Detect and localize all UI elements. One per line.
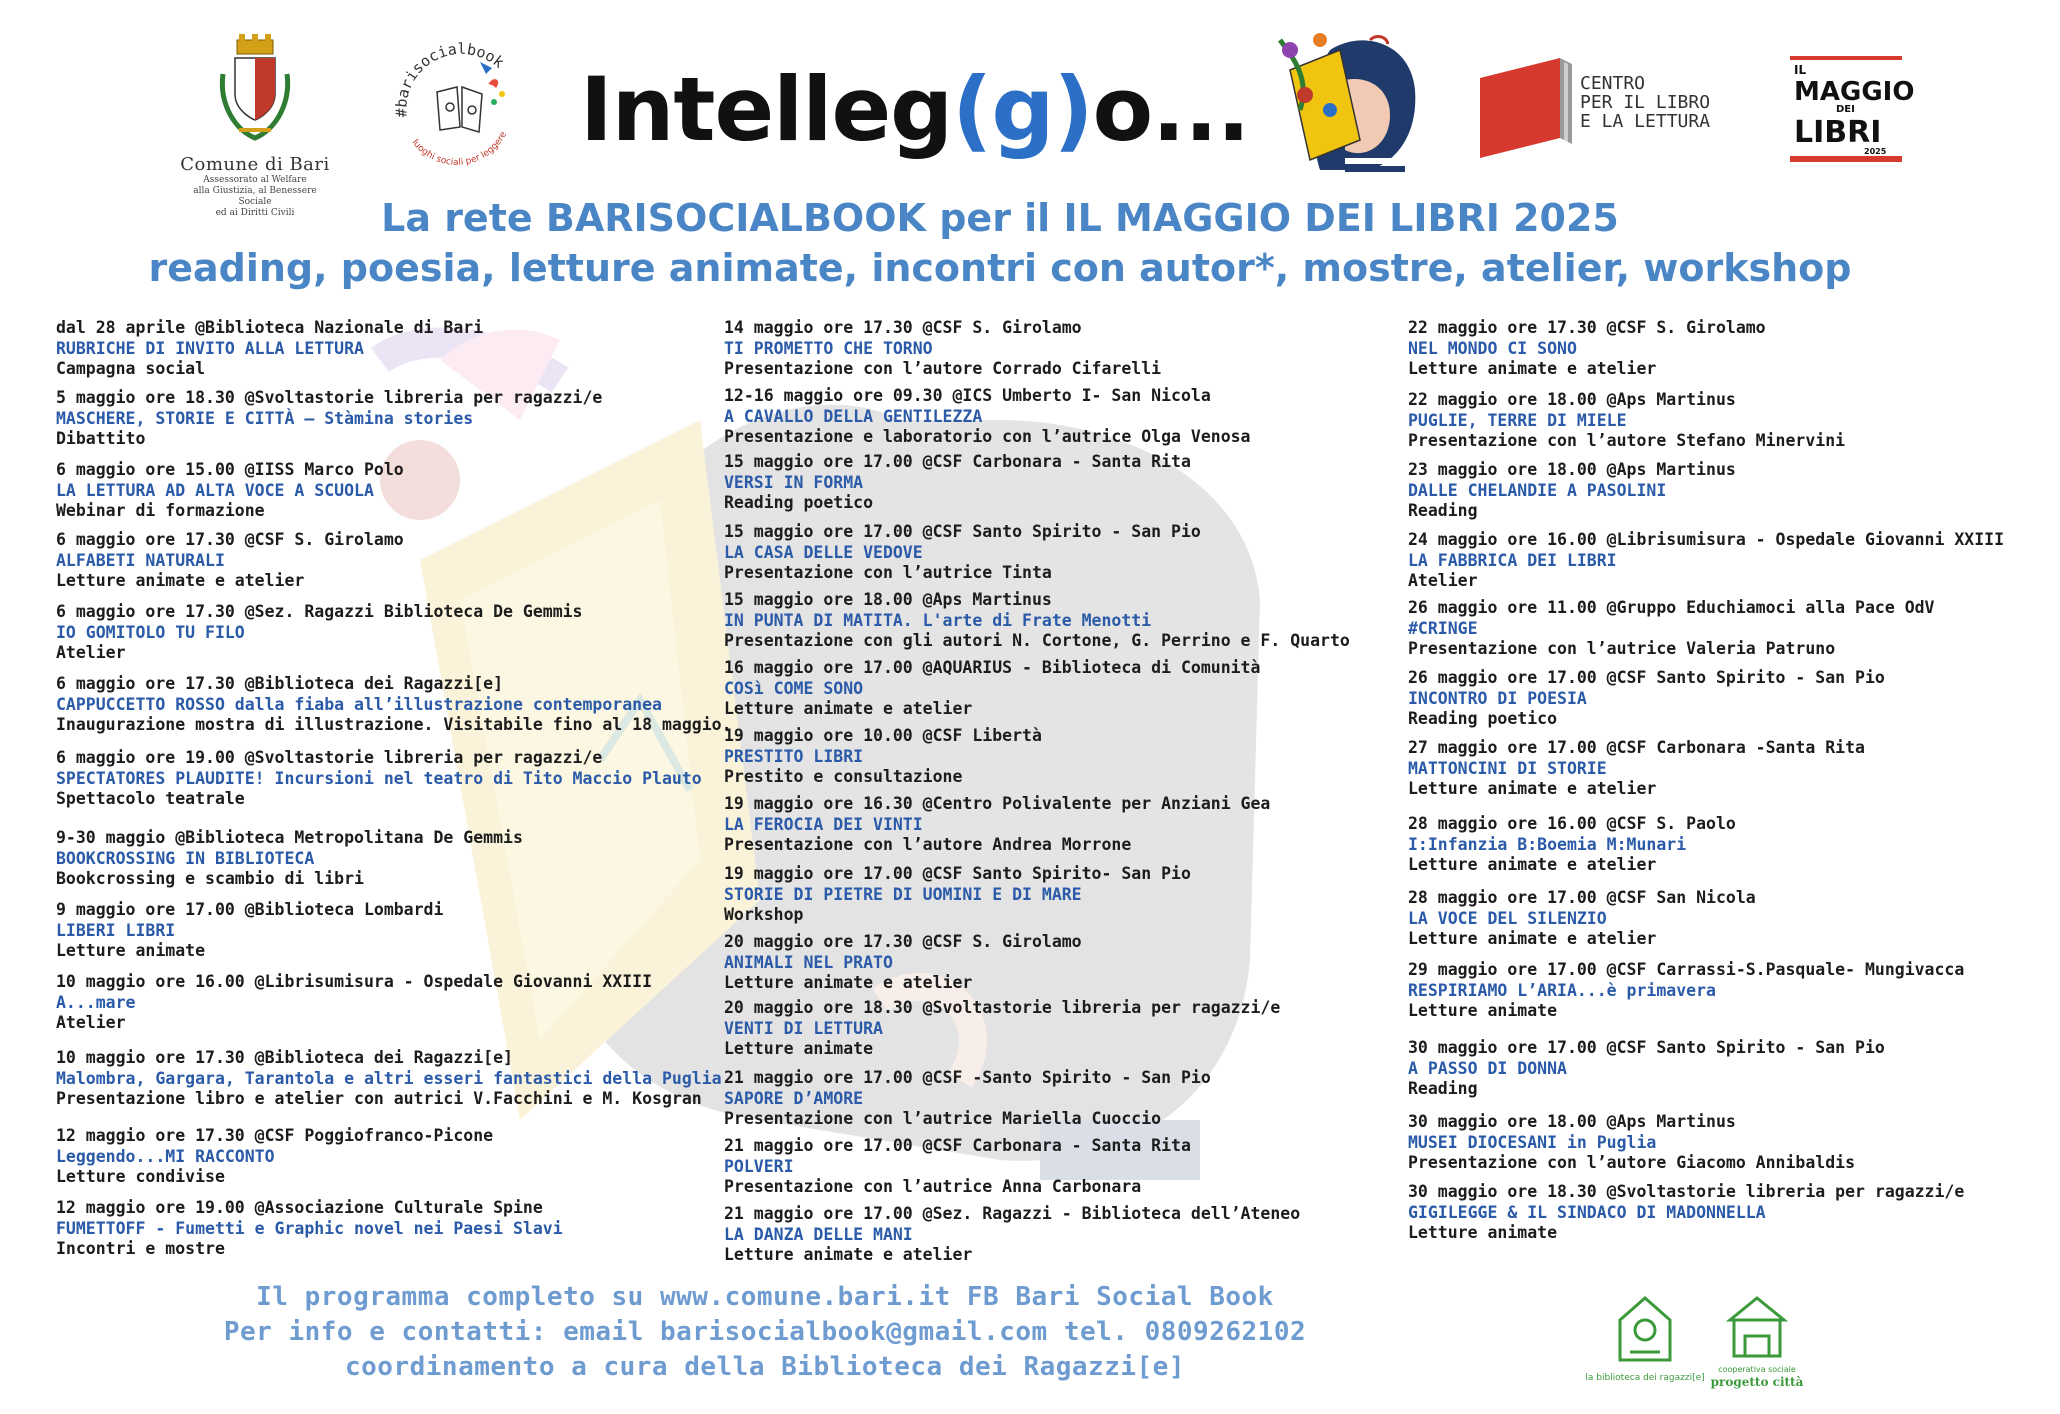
event-item [724, 386, 1251, 448]
event-kind: Letture animate [56, 941, 206, 960]
event-item [724, 318, 1161, 380]
event-item [1408, 1112, 1855, 1174]
event-kind: Letture animate e atelier [724, 973, 973, 992]
event-kind: Letture animate [1408, 1223, 1558, 1242]
event-what: LA CASA DELLE VEDOVE [724, 542, 923, 562]
event-what: RESPIRIAMO L’ARIA...è primavera [1408, 980, 1716, 1000]
maggio-line-4: LIBRI [1794, 115, 1882, 150]
event-what: IN PUNTA DI MATITA. L'arte di Frate Menotti [724, 610, 1152, 630]
cepell-line-3: E LA LETTURA [1580, 111, 1711, 132]
event-kind: Spettacolo teatrale [56, 789, 245, 808]
progetto-citta-line-1: cooperativa sociale [1718, 1365, 1796, 1374]
event-item [1408, 668, 1885, 730]
event-when: dal 28 aprile @Biblioteca Nazionale di Bari [56, 318, 484, 337]
cepell-line-2: PER IL LIBRO [1580, 92, 1711, 113]
event-what: POLVERI [724, 1156, 794, 1176]
event-when: 15 maggio ore 17.00 @CSF Santo Spirito - San Pio [724, 522, 1201, 541]
event-item [56, 972, 652, 1034]
event-when: 5 maggio ore 18.30 @Svoltastorie libreria per ragazzi/e [56, 388, 603, 407]
event-kind: Inaugurazione mostra di illustrazione. Visitabile fino al 18 maggio. [56, 715, 732, 734]
event-what: ALFABETI NATURALI [56, 550, 225, 570]
event-item [56, 828, 523, 890]
event-what: RUBRICHE DI INVITO ALLA LETTURA [56, 338, 364, 358]
event-what: ANIMALI NEL PRATO [724, 952, 893, 972]
book-icon [1480, 58, 1575, 160]
comune-sub-3: ed ai Diritti Civili [215, 208, 295, 218]
event-what: VENTI DI LETTURA [724, 1018, 883, 1038]
main-title: La rete BARISOCIALBOOK per il IL MAGGIO DEI LIBRI 2025 [381, 196, 1619, 240]
event-when: 6 maggio ore 17.30 @Biblioteca dei Ragazzi[e] [56, 674, 504, 693]
intellego-g: (g) [952, 58, 1093, 161]
event-item [724, 658, 1260, 720]
event-item [1408, 390, 1845, 452]
event-item [56, 1048, 722, 1110]
event-item [724, 1136, 1191, 1198]
event-item [1408, 530, 2004, 592]
event-item [56, 900, 443, 962]
event-kind: Presentazione con gli autori N. Cortone, G. Perrino e F. Quarto [724, 631, 1350, 650]
event-item [724, 1204, 1300, 1266]
event-kind: Presentazione con l’autrice Anna Carbonara [724, 1177, 1142, 1196]
event-when: 6 maggio ore 19.00 @Svoltastorie libreria per ragazzi/e [56, 748, 603, 767]
event-item [56, 674, 732, 736]
event-when: 12 maggio ore 17.30 @CSF Poggiofranco-Picone [56, 1126, 494, 1145]
event-when: 14 maggio ore 17.30 @CSF S. Girolamo [724, 318, 1082, 337]
event-item [56, 460, 404, 522]
event-what: A CAVALLO DELLA GENTILEZZA [724, 406, 983, 426]
event-what: Leggendo...MI RACCONTO [56, 1146, 275, 1166]
event-kind: Letture animate [1408, 1001, 1558, 1020]
event-when: 26 maggio ore 11.00 @Gruppo Educhiamoci alla Pace OdV [1408, 598, 1935, 617]
event-what: IO GOMITOLO TU FILO [56, 622, 245, 642]
event-when: 21 maggio ore 17.00 @Sez. Ragazzi - Biblioteca dell’Ateneo [724, 1204, 1301, 1223]
event-kind: Letture animate e atelier [1408, 779, 1657, 798]
event-kind: Incontri e mostre [56, 1239, 225, 1258]
maggio-line-3: DEI [1836, 104, 1855, 115]
event-when: 26 maggio ore 17.00 @CSF Santo Spirito - San Pio [1408, 668, 1885, 687]
event-item [56, 1126, 493, 1188]
event-what: PRESTITO LIBRI [724, 746, 864, 766]
event-what: LA VOCE DEL SILENZIO [1408, 908, 1607, 928]
event-kind: Letture animate [724, 1039, 874, 1058]
coat-of-arms-icon [215, 34, 295, 144]
event-item [724, 726, 1042, 788]
event-item [1408, 598, 1935, 660]
svg-text:#barisocialbook [392, 40, 507, 118]
event-what: MUSEI DIOCESANI in Puglia [1408, 1132, 1657, 1152]
event-item [56, 530, 404, 592]
biblioteca-logo-text: la biblioteca dei ragazzi[e] [1585, 1373, 1705, 1383]
event-kind: Letture condivise [56, 1167, 225, 1186]
footer-contacts: Per info e contatti: email barisocialbook@gmail.com tel. 0809262102 [223, 1317, 1307, 1347]
event-kind: Presentazione con l’autore Corrado Cifarelli [724, 359, 1162, 378]
event-when: 24 maggio ore 16.00 @Librisumisura - Ospedale Giovanni XXIII [1408, 530, 2005, 549]
footer-program-link: Il programma completo su www.comune.bari.it FB Bari Social Book [256, 1282, 1274, 1312]
event-when: 10 maggio ore 17.30 @Biblioteca dei Ragazzi[e] [56, 1048, 513, 1067]
event-item [724, 522, 1201, 584]
event-item [1408, 318, 1766, 380]
event-kind: Reading poetico [724, 493, 874, 512]
event-kind: Letture animate e atelier [1408, 855, 1657, 874]
event-kind: Presentazione con l’autore Stefano Minervini [1408, 431, 1846, 450]
barisocialbook-sub: luoghi sociali per leggere [409, 130, 510, 168]
event-kind: Workshop [724, 905, 804, 924]
event-what: NEL MONDO CI SONO [1408, 338, 1577, 358]
event-kind: Presentazione libro e atelier con autrici V.Facchini e M. Kosgran [56, 1089, 702, 1108]
event-what: SAPORE D’AMORE [724, 1088, 864, 1108]
event-what: COSì COME SONO [724, 678, 864, 698]
event-kind: Presentazione con l’autrice Mariella Cuoccio [724, 1109, 1162, 1128]
event-what: LA FABBRICA DEI LIBRI [1408, 550, 1617, 570]
intellego-suffix: o... [1092, 58, 1250, 161]
event-what: INCONTRO DI POESIA [1408, 688, 1587, 708]
event-when: 6 maggio ore 15.00 @IISS Marco Polo [56, 460, 404, 479]
event-when: 6 maggio ore 17.30 @Sez. Ragazzi Biblioteca De Gemmis [56, 602, 583, 621]
barisocialbook-text: #barisocialbook [392, 39, 508, 118]
event-what: MATTONCINI DI STORIE [1408, 758, 1607, 778]
maggio-dei-libri-logo [1790, 56, 1915, 162]
intellego-wordmark [580, 58, 1249, 161]
event-when: 19 maggio ore 16.30 @Centro Polivalente per Anziani Gea [724, 794, 1271, 813]
event-when: 23 maggio ore 18.00 @Aps Martinus [1408, 460, 1736, 479]
event-kind: Reading poetico [1408, 709, 1558, 728]
event-item [1408, 960, 1964, 1022]
event-kind: Presentazione e laboratorio con l’autrice Olga Venosa [724, 427, 1251, 446]
event-kind: Presentazione con l’autore Giacomo Annibaldis [1408, 1153, 1856, 1172]
event-item [56, 318, 483, 380]
event-what: DALLE CHELANDIE A PASOLINI [1408, 480, 1667, 500]
event-item [56, 748, 702, 810]
event-what: I:Infanzia B:Boemia M:Munari [1408, 834, 1687, 854]
event-item [1408, 460, 1736, 522]
event-what: #CRINGE [1408, 618, 1478, 638]
event-kind: Letture animate e atelier [1408, 359, 1657, 378]
event-kind: Prestito e consultazione [724, 767, 963, 786]
event-when: 30 maggio ore 18.00 @Aps Martinus [1408, 1112, 1736, 1131]
event-item [1408, 738, 1865, 800]
event-item [1408, 1182, 1964, 1244]
event-when: 19 maggio ore 17.00 @CSF Santo Spirito- San Pio [724, 864, 1191, 883]
footer-coordination: coordinamento a cura della Biblioteca dei Ragazzi[e] [345, 1352, 1185, 1382]
event-when: 30 maggio ore 18.30 @Svoltastorie libreria per ragazzi/e [1408, 1182, 1965, 1201]
svg-text:luoghi sociali per leggere [410, 130, 510, 168]
event-what: STORIE DI PIETRE DI UOMINI E DI MARE [724, 884, 1082, 904]
event-what: BOOKCROSSING IN BIBLIOTECA [56, 848, 315, 868]
event-what: Malombra, Gargara, Tarantola e altri esseri fantastici della Puglia [56, 1068, 722, 1088]
event-item [56, 388, 602, 450]
comune-sub-1: Assessorato al Welfare [203, 175, 307, 185]
event-when: 9 maggio ore 17.00 @Biblioteca Lombardi [56, 900, 444, 919]
event-when: 19 maggio ore 10.00 @CSF Libertà [724, 726, 1042, 745]
event-when: 20 maggio ore 17.30 @CSF S. Girolamo [724, 932, 1082, 951]
event-what: PUGLIE, TERRE DI MIELE [1408, 410, 1627, 430]
event-when: 6 maggio ore 17.30 @CSF S. Girolamo [56, 530, 404, 549]
event-kind: Webinar di formazione [56, 501, 265, 520]
event-what: CAPPUCCETTO ROSSO dalla fiaba all’illustrazione contemporanea [56, 694, 662, 714]
event-when: 22 maggio ore 17.30 @CSF S. Girolamo [1408, 318, 1766, 337]
event-when: 22 maggio ore 18.00 @Aps Martinus [1408, 390, 1736, 409]
comune-sub-2: alla Giustizia, al Benessere Sociale [193, 186, 317, 207]
maggio-line-1: IL [1794, 63, 1807, 77]
maggio-line-5: 2025 [1864, 147, 1887, 156]
event-what: LA DANZA DELLE MANI [724, 1224, 913, 1244]
event-when: 21 maggio ore 17.00 @CSF -Santo Spirito - San Pio [724, 1068, 1211, 1087]
event-what: A PASSO DI DONNA [1408, 1058, 1567, 1078]
event-kind: Letture animate e atelier [56, 571, 305, 590]
event-what: SPECTATORES PLAUDITE! Incursioni nel teatro di Tito Maccio Plauto [56, 768, 702, 788]
event-kind: Campagna social [56, 359, 206, 378]
event-what: GIGILEGGE & IL SINDACO DI MADONNELLA [1408, 1202, 1766, 1222]
event-kind: Atelier [56, 1013, 126, 1032]
event-item [1408, 814, 1736, 876]
event-kind: Atelier [1408, 571, 1478, 590]
event-what: VERSI IN FORMA [724, 472, 864, 492]
event-when: 15 maggio ore 18.00 @Aps Martinus [724, 590, 1052, 609]
biblioteca-dei-ragazzi-logo [1585, 1290, 1705, 1400]
event-what: LA FEROCIA DEI VINTI [724, 814, 923, 834]
event-kind: Dibattito [56, 429, 146, 448]
cepell-text [1580, 74, 1710, 131]
event-kind: Presentazione con l’autore Andrea Morrone [724, 835, 1132, 854]
event-item [56, 1198, 563, 1260]
event-what: FUMETTOFF - Fumetti e Graphic novel nei Paesi Slavi [56, 1218, 563, 1238]
event-kind: Letture animate e atelier [724, 1245, 973, 1264]
event-when: 27 maggio ore 17.00 @CSF Carbonara -Santa Rita [1408, 738, 1865, 757]
event-item [724, 1068, 1211, 1130]
event-kind: Atelier [56, 643, 126, 662]
event-what: LA LETTURA AD ALTA VOCE A SCUOLA [56, 480, 374, 500]
event-what: MASCHERE, STORIE E CITTÀ – Stàmina stories [56, 408, 474, 428]
event-item [56, 602, 583, 664]
event-when: 10 maggio ore 16.00 @Librisumisura - Ospedale Giovanni XXIII [56, 972, 653, 991]
event-kind: Presentazione con l’autrice Tinta [724, 563, 1052, 582]
event-kind: Bookcrossing e scambio di libri [56, 869, 364, 888]
intellego-prefix: Intelleg [580, 58, 953, 161]
event-item [724, 452, 1191, 514]
event-what: TI PROMETTO CHE TORNO [724, 338, 933, 358]
event-when: 28 maggio ore 16.00 @CSF S. Paolo [1408, 814, 1736, 833]
event-item [724, 998, 1280, 1060]
event-when: 28 maggio ore 17.00 @CSF San Nicola [1408, 888, 1756, 907]
subtitle: reading, poesia, letture animate, incontri con autor*, mostre, atelier, workshop [148, 246, 1852, 290]
cepell-line-1: CENTRO [1580, 73, 1646, 94]
event-when: 9-30 maggio @Biblioteca Metropolitana De Gemmis [56, 828, 523, 847]
event-when: 30 maggio ore 17.00 @CSF Santo Spirito - San Pio [1408, 1038, 1885, 1057]
maggio-line-2: MAGGIO [1794, 77, 1915, 107]
event-when: 29 maggio ore 17.00 @CSF Carrassi-S.Pasquale- Mungivacca [1408, 960, 1965, 979]
event-when: 20 maggio ore 18.30 @Svoltastorie libreria per ragazzi/e [724, 998, 1281, 1017]
event-item [1408, 888, 1756, 950]
reader-illustration-icon [1250, 20, 1430, 185]
event-kind: Letture animate e atelier [1408, 929, 1657, 948]
event-when: 21 maggio ore 17.00 @CSF Carbonara - Santa Rita [724, 1136, 1191, 1155]
progetto-citta-logo [1710, 1290, 1805, 1400]
event-item [724, 932, 1082, 994]
event-what: LIBERI LIBRI [56, 920, 176, 940]
event-kind: Letture animate e atelier [724, 699, 973, 718]
event-when: 12-16 maggio ore 09.30 @ICS Umberto I- San Nicola [724, 386, 1211, 405]
event-item [1408, 1038, 1885, 1100]
event-when: 16 maggio ore 17.00 @AQUARIUS - Biblioteca di Comunità [724, 658, 1261, 677]
event-when: 15 maggio ore 17.00 @CSF Carbonara - Santa Rita [724, 452, 1191, 471]
event-when: 12 maggio ore 19.00 @Associazione Culturale Spine [56, 1198, 543, 1217]
event-kind: Reading [1408, 1079, 1478, 1098]
comune-name: Comune di Bari [180, 154, 330, 175]
event-kind: Reading [1408, 501, 1478, 520]
event-kind: Presentazione con l’autrice Valeria Patruno [1408, 639, 1836, 658]
event-item [724, 794, 1270, 856]
progetto-citta-line-2: progetto città [1710, 1375, 1804, 1389]
event-what: A...mare [56, 992, 136, 1012]
barisocialbook-logo [382, 32, 532, 182]
event-item [724, 590, 1350, 652]
event-item [724, 864, 1191, 926]
cepell-logo [1480, 58, 1750, 160]
comune-di-bari-logo [180, 34, 330, 218]
